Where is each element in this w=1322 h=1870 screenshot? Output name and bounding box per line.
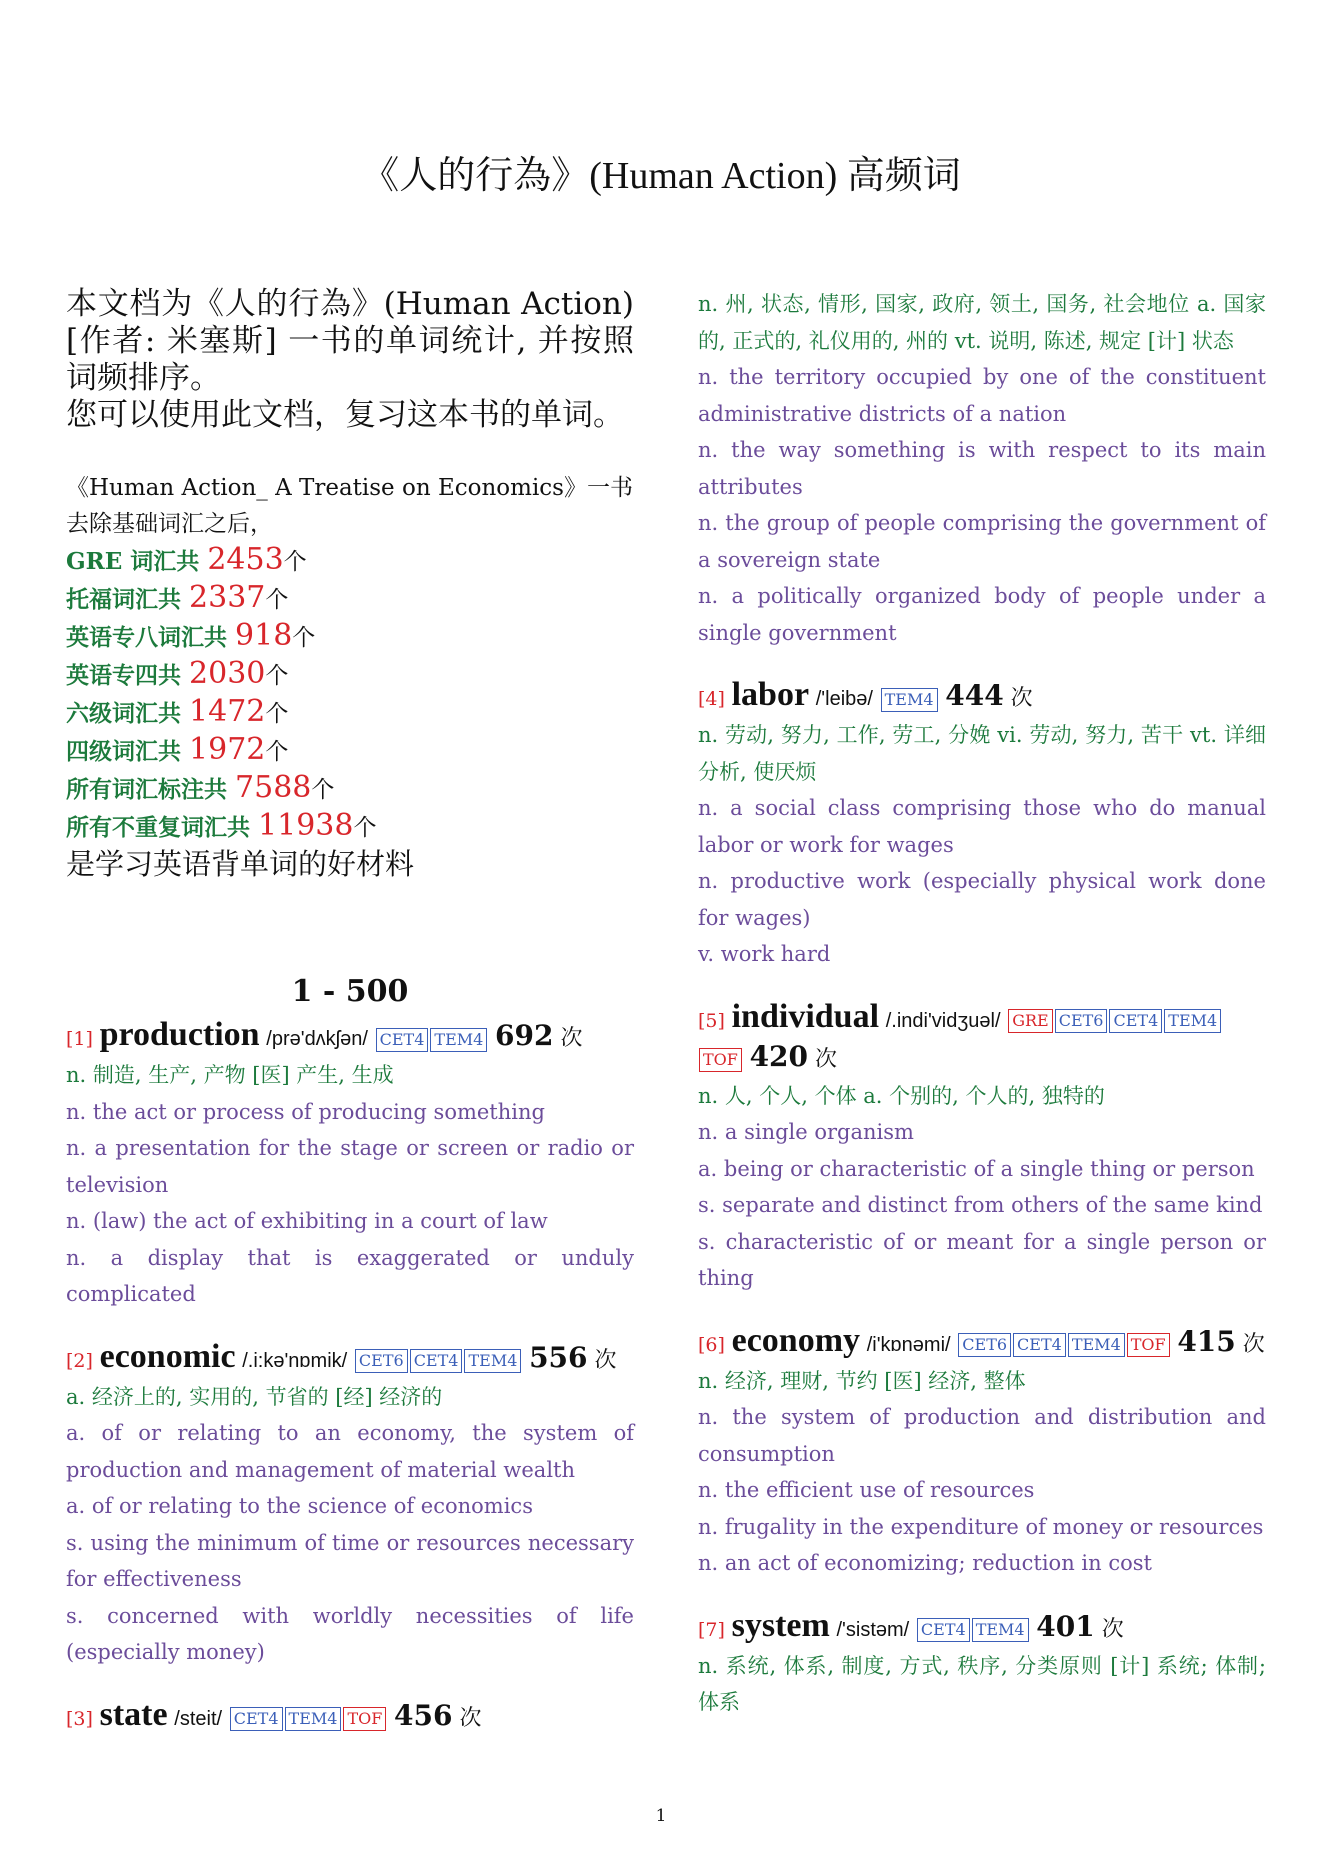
stat-unit: 个: [265, 739, 289, 765]
headword: system: [731, 1606, 830, 1644]
definition-english: n. the efficient use of resources: [698, 1478, 1035, 1502]
entry-header: [698, 999, 1266, 1078]
entry-index: [2]: [66, 1349, 93, 1372]
vocab-stat-row: [66, 732, 634, 770]
stat-number: 1972: [189, 732, 266, 767]
phonetic: /.i:kə'nɒmik/: [242, 1349, 348, 1372]
word-entry: [698, 999, 1266, 1297]
vocab-stat-row: [66, 656, 634, 694]
stat-label: 英语专四共: [66, 662, 190, 689]
word-entry: [698, 677, 1266, 973]
stat-number: 2030: [189, 656, 266, 691]
level-tag: CET6: [1055, 1009, 1108, 1033]
vocab-stat-row: [66, 694, 634, 732]
entry-header: [66, 1697, 634, 1737]
phonetic: /'leibə/: [815, 688, 873, 710]
definition-english: n. productive work (especially physical work done for wages): [698, 869, 1266, 930]
entry-index: [5]: [698, 1009, 725, 1032]
level-tag: CET4: [230, 1707, 283, 1731]
definition-english: n. the act or process of producing something: [66, 1099, 545, 1124]
level-tag: TEM4: [972, 1618, 1029, 1642]
definition-english: s. concerned with worldly necessities of life (especially money): [66, 1603, 634, 1664]
entry-header: [698, 677, 1266, 717]
frequency-count: 692: [495, 1019, 554, 1052]
definition-english: n. frugality in the expenditure of money or resources: [698, 1514, 1264, 1539]
stat-number: 1472: [189, 694, 266, 729]
entry-index: [7]: [698, 1618, 725, 1641]
entry-index: [6]: [698, 1333, 725, 1356]
level-tag: CET6: [958, 1333, 1011, 1357]
frequency-unit: 次: [587, 1347, 617, 1373]
headword: individual: [731, 997, 880, 1035]
book-summary: 《Human Action_ A Treatise on Economics》一书去除基础词汇之后，: [66, 475, 633, 537]
entry-header: [698, 1608, 1266, 1648]
right-column: [698, 286, 1266, 1747]
intro-line-2: 您可以使用此文档，复习这本书的单词。: [66, 397, 624, 433]
definition-english: n. a social class comprising those who do manual labor or work for wages: [698, 796, 1266, 857]
frequency-count: 415: [1177, 1324, 1236, 1358]
stat-label: 四级词汇共: [66, 738, 190, 765]
intro-text: [66, 286, 634, 434]
entries-right: [698, 286, 1266, 1721]
definition-english: n. the group of people comprising the government of a sovereign state: [698, 511, 1266, 572]
left-column: [66, 286, 634, 1763]
document-title: 《人的行為》(Human Action) 高频词: [361, 155, 961, 197]
stat-unit: 个: [265, 663, 289, 689]
frequency-unit: 次: [452, 1705, 482, 1731]
frequency-unit: 次: [1094, 1616, 1124, 1642]
definition-english: n. the way something is with respect to its main attributes: [698, 438, 1266, 499]
stat-label: 六级词汇共: [66, 700, 190, 727]
phonetic: /i'kɒnəmi/: [866, 1333, 951, 1356]
page-number: 1: [655, 1806, 667, 1826]
word-entry: [698, 1323, 1266, 1582]
frequency-count: 456: [394, 1698, 453, 1732]
range-heading: 1 - 500: [291, 974, 409, 1009]
definition-english: s. separate and distinct from others of the same kind: [698, 1193, 1263, 1217]
vocab-stat-row: [66, 770, 634, 808]
vocab-stat-row: [66, 542, 634, 580]
vocab-stat-row: [66, 580, 634, 618]
stat-unit: 个: [283, 549, 307, 575]
definition-english: s. characteristic of or meant for a single person or thing: [698, 1229, 1266, 1290]
level-tag: TEM4: [285, 1707, 342, 1731]
level-tag: CET4: [1013, 1333, 1066, 1357]
definition-english: n. a politically organized body of people under a single government: [698, 584, 1266, 645]
phonetic: /.indi'vidʒuəl/: [885, 1009, 1001, 1032]
entry-header: [66, 1339, 634, 1379]
stat-label: 所有词汇标注共: [66, 776, 236, 803]
headword: economic: [99, 1337, 236, 1375]
level-tag: TEM4: [1068, 1333, 1125, 1357]
frequency-count: 556: [529, 1340, 588, 1374]
phonetic: /steit/: [174, 1707, 223, 1730]
definition-chinese: a. 经济上的, 实用的, 节省的 [经] 经济的: [66, 1384, 443, 1409]
level-tag: GRE: [1008, 1009, 1053, 1033]
definition-english: n. (law) the act of exhibiting in a court of law: [66, 1209, 548, 1233]
frequency-unit: 次: [1235, 1331, 1265, 1357]
frequency-unit: 次: [808, 1046, 838, 1072]
level-tag: CET4: [917, 1618, 970, 1642]
stat-unit: 个: [353, 815, 377, 841]
word-entry: [66, 1339, 634, 1671]
stat-number: 11938: [258, 808, 354, 843]
level-tag: TEM4: [430, 1028, 487, 1052]
word-entry: [698, 1608, 1266, 1721]
stat-label: 所有不重复词汇共: [66, 814, 259, 841]
level-tag: CET4: [410, 1349, 463, 1373]
level-tag: CET6: [355, 1349, 408, 1373]
stat-label: 英语专八词汇共: [66, 624, 236, 651]
definition-chinese: n. 制造, 生产, 产物 [医] 产生, 生成: [66, 1063, 394, 1087]
frequency-count: 444: [945, 679, 1004, 712]
phonetic: /prə'dʌkʃən/: [266, 1028, 368, 1050]
vocab-stat-row: [66, 618, 634, 656]
stat-number: 7588: [235, 770, 312, 805]
definition-english: v. work hard: [698, 942, 831, 966]
entry-index: [3]: [66, 1707, 93, 1730]
headword: economy: [731, 1321, 861, 1359]
definition-english: n. an act of economizing; reduction in cost: [698, 1551, 1152, 1575]
headword: production: [99, 1016, 260, 1053]
level-tag: TEM4: [1164, 1009, 1221, 1033]
definition-english: s. using the minimum of time or resources necessary for effectiveness: [66, 1530, 634, 1591]
stat-number: 2453: [207, 542, 284, 577]
definition-english: n. a single organism: [698, 1120, 914, 1144]
definition-english: n. a display that is exaggerated or unduly complicated: [66, 1245, 634, 1306]
word-entry: [66, 1017, 634, 1313]
level-tag: CET4: [1109, 1009, 1162, 1033]
entry-index: [4]: [698, 688, 725, 710]
frequency-unit: 次: [1003, 686, 1033, 711]
level-tag: TOF: [343, 1707, 386, 1731]
closing-line: 是学习英语背单词的好材料: [66, 847, 415, 881]
entry-header: [66, 1017, 634, 1057]
definition-english: n. a presentation for the stage or screen or radio or television: [66, 1136, 634, 1197]
entry-header: [698, 1323, 1266, 1363]
level-tag: TOF: [1127, 1333, 1170, 1357]
headword: labor: [731, 676, 810, 713]
definition-chinese: n. 州, 状态, 情形, 国家, 政府, 领土, 国务, 社会地位 a. 国家的, 正式的, 礼仪用的, 州的 vt. 说明, 陈述, 规定 [计] 状态: [698, 292, 1266, 353]
intro-line-1: 本文档为《人的行為》(Human Action)[作者: 米塞斯] 一书的单词统计, 并按照词频排序。: [66, 286, 634, 396]
headword: state: [99, 1695, 168, 1733]
word-entry: [66, 1697, 634, 1737]
definition-chinese: n. 劳动, 努力, 工作, 劳工, 分娩 vi. 劳动, 努力, 苦干 vt. 详细分析, 使厌烦: [698, 723, 1266, 784]
definition-chinese: n. 经济, 理财, 节约 [医] 经济, 整体: [698, 1368, 1026, 1393]
frequency-unit: 次: [553, 1026, 583, 1051]
definition-english: a. of or relating to the science of economics: [66, 1494, 533, 1518]
vocab-stat-row: [66, 808, 634, 846]
phonetic: /'sistəm/: [836, 1618, 910, 1641]
definition-english: a. of or relating to an economy, the system of production and management of material wealth: [66, 1421, 634, 1482]
stat-number: 918: [235, 618, 293, 653]
stat-label: GRE 词汇共: [66, 548, 208, 575]
level-tag: CET4: [376, 1028, 429, 1052]
definition-english: a. being or characteristic of a single thing or person: [698, 1156, 1255, 1181]
frequency-count: 420: [749, 1039, 809, 1073]
stat-unit: 个: [265, 587, 289, 613]
stat-number: 2337: [189, 580, 266, 615]
stat-unit: 个: [292, 625, 316, 651]
level-tag: TOF: [699, 1048, 742, 1072]
definition-chinese: n. 人, 个人, 个体 a. 个别的, 个人的, 独特的: [698, 1083, 1105, 1108]
stat-unit: 个: [265, 701, 289, 727]
definition-english: n. the system of production and distribution and consumption: [698, 1405, 1266, 1466]
frequency-count: 401: [1036, 1609, 1095, 1643]
stat-label: 托福词汇共: [66, 586, 190, 613]
definition-english: n. the territory occupied by one of the constituent administrative districts of a nation: [698, 365, 1266, 426]
level-tag: TEM4: [464, 1349, 521, 1373]
stat-unit: 个: [311, 777, 335, 803]
word-entry: [698, 286, 1266, 651]
level-tag: TEM4: [881, 688, 938, 712]
entries-left: [66, 1017, 634, 1737]
definition-chinese: n. 系统, 体系, 制度, 方式, 秩序, 分类原则 [计] 系统; 体制; 体系: [698, 1653, 1266, 1714]
entry-index: [1]: [66, 1028, 93, 1050]
vocab-stats: [66, 542, 634, 846]
